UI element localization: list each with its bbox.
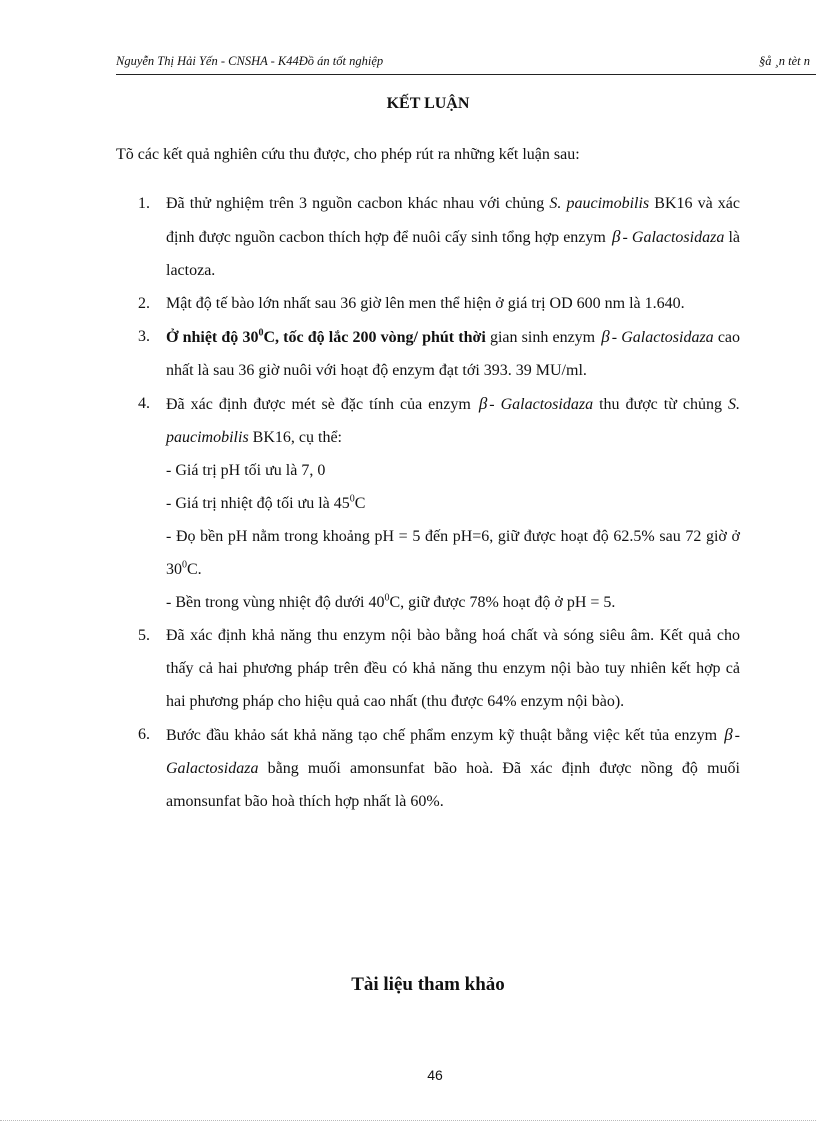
item-text: bằng muối amonsunfat bão hoà. Đã xác định được nồng độ muối amonsunfat bão hoà thích hợp nhất là 60%. bbox=[166, 760, 740, 810]
running-header bbox=[116, 54, 816, 76]
list-item bbox=[138, 287, 740, 320]
enzyme-name: - Galactosidaza bbox=[622, 229, 725, 246]
conclusion-list bbox=[138, 187, 740, 818]
item-text: Bước đầu khảo sát khả năng tạo chế phẩm enzym kỹ thuật bằng việc kết tủa enzym bbox=[166, 727, 723, 744]
references-heading: Tài liệu tham khảo bbox=[351, 974, 505, 995]
property-line: - Bền trong vùng nhiệt độ dưới $40^0C$, giữ được 78% hoạt độ ở pH = 5. bbox=[166, 592, 616, 611]
item-text: là lactoza. bbox=[166, 229, 741, 279]
degree-superscript: 0 bbox=[384, 592, 390, 604]
item-text: gian sinh enzym bbox=[485, 329, 600, 346]
list-item bbox=[138, 718, 740, 818]
property-line: - Giá trị nhiệt độ tối ưu là $45^0C$ bbox=[166, 493, 366, 512]
beta-symbol: β bbox=[478, 394, 488, 413]
header-divider bbox=[116, 74, 816, 75]
page-bottom-divider bbox=[0, 1120, 816, 1121]
enzyme-name: - bbox=[611, 329, 618, 346]
enzyme-name: Galactosidaza bbox=[621, 329, 714, 346]
item-text: cao nhất là sau 36 giờ nuôi với hoạt độ enzym đạt tới 393. 39 MU/ml. bbox=[166, 329, 741, 379]
list-item bbox=[138, 320, 740, 387]
list-item bbox=[138, 187, 740, 287]
item-number: 6. bbox=[138, 726, 150, 743]
item-text: Mật độ tế bào lớn nhất sau 36 giờ lên men thể hiện ở giá trị OD 600 nm là 1.640. bbox=[166, 295, 685, 312]
property-line: - Đọ bền pH nằm trong khoảng pH = 5 đến pH=6, giữ được hoạt độ 62.5% sau 72 giờ ở $30^0C$. bbox=[166, 528, 740, 578]
header-author-title: Nguyễn Thị Hải Yến - CNSHA - K44Đồ án tốt nghiệp bbox=[116, 54, 384, 68]
header-right-text: §å ¸n tèt n bbox=[759, 54, 811, 68]
item-number: 1. bbox=[138, 195, 150, 212]
beta-symbol: β bbox=[724, 725, 733, 744]
species-name: S. paucimobilis bbox=[166, 396, 740, 446]
item-text: Đã xác định khả năng thu enzym nội bào bằng hoá chất và sóng siêu âm. Kết quả cho thấy cả hai phương pháp trên đều có khả năng thu enzym nội bào tuy nhiên kết hợp cả hai phương pháp cho hiệu quả cao nhất (thu được 64% enzym nội bào). bbox=[166, 627, 740, 710]
item-bold-text: Ở nhiệt độ 30 bbox=[166, 329, 259, 346]
enzyme-name: - Galactosidaza bbox=[166, 727, 740, 777]
item-text: BK16 và xác định được nguồn cacbon thích hợp để nuôi cấy sinh tổng hợp enzym bbox=[166, 195, 741, 246]
item-number: 3. bbox=[138, 328, 150, 345]
item-text: Đã xác định được mét sè đặc tính của enzym bbox=[166, 396, 477, 413]
species-name: S. paucimobilis bbox=[549, 195, 650, 212]
beta-symbol: β bbox=[611, 227, 621, 246]
degree-superscript: 0 bbox=[182, 559, 187, 571]
item-text: Đã thử nghiệm trên 3 nguồn cacbon khác nhau với chủng bbox=[166, 195, 550, 212]
enzyme-name: - Galactosidaza bbox=[489, 396, 594, 413]
section-title: KẾT LUẬN bbox=[386, 95, 470, 112]
property-line: - Giá trị pH tối ưu là 7, 0 bbox=[166, 462, 326, 479]
degree-superscript: 0 bbox=[349, 493, 355, 505]
page-number: 46 bbox=[427, 1067, 443, 1083]
item-number: 2. bbox=[138, 295, 150, 312]
item-bold-text: C, tốc độ lắc 200 vòng/ phút thời bbox=[263, 329, 486, 346]
list-item bbox=[138, 387, 740, 619]
item-text: BK16, cụ thể: bbox=[248, 429, 342, 446]
item-text: thu được từ chủng bbox=[593, 396, 728, 413]
list-item bbox=[138, 619, 740, 718]
degree-superscript: 0 bbox=[258, 327, 264, 339]
item-number: 5. bbox=[138, 627, 150, 644]
item-number: 4. bbox=[138, 395, 150, 412]
beta-symbol: β bbox=[601, 327, 610, 346]
intro-paragraph: Tõ các kết quả nghiên cứu thu được, cho phép rút ra những kết luận sau: bbox=[116, 146, 580, 163]
